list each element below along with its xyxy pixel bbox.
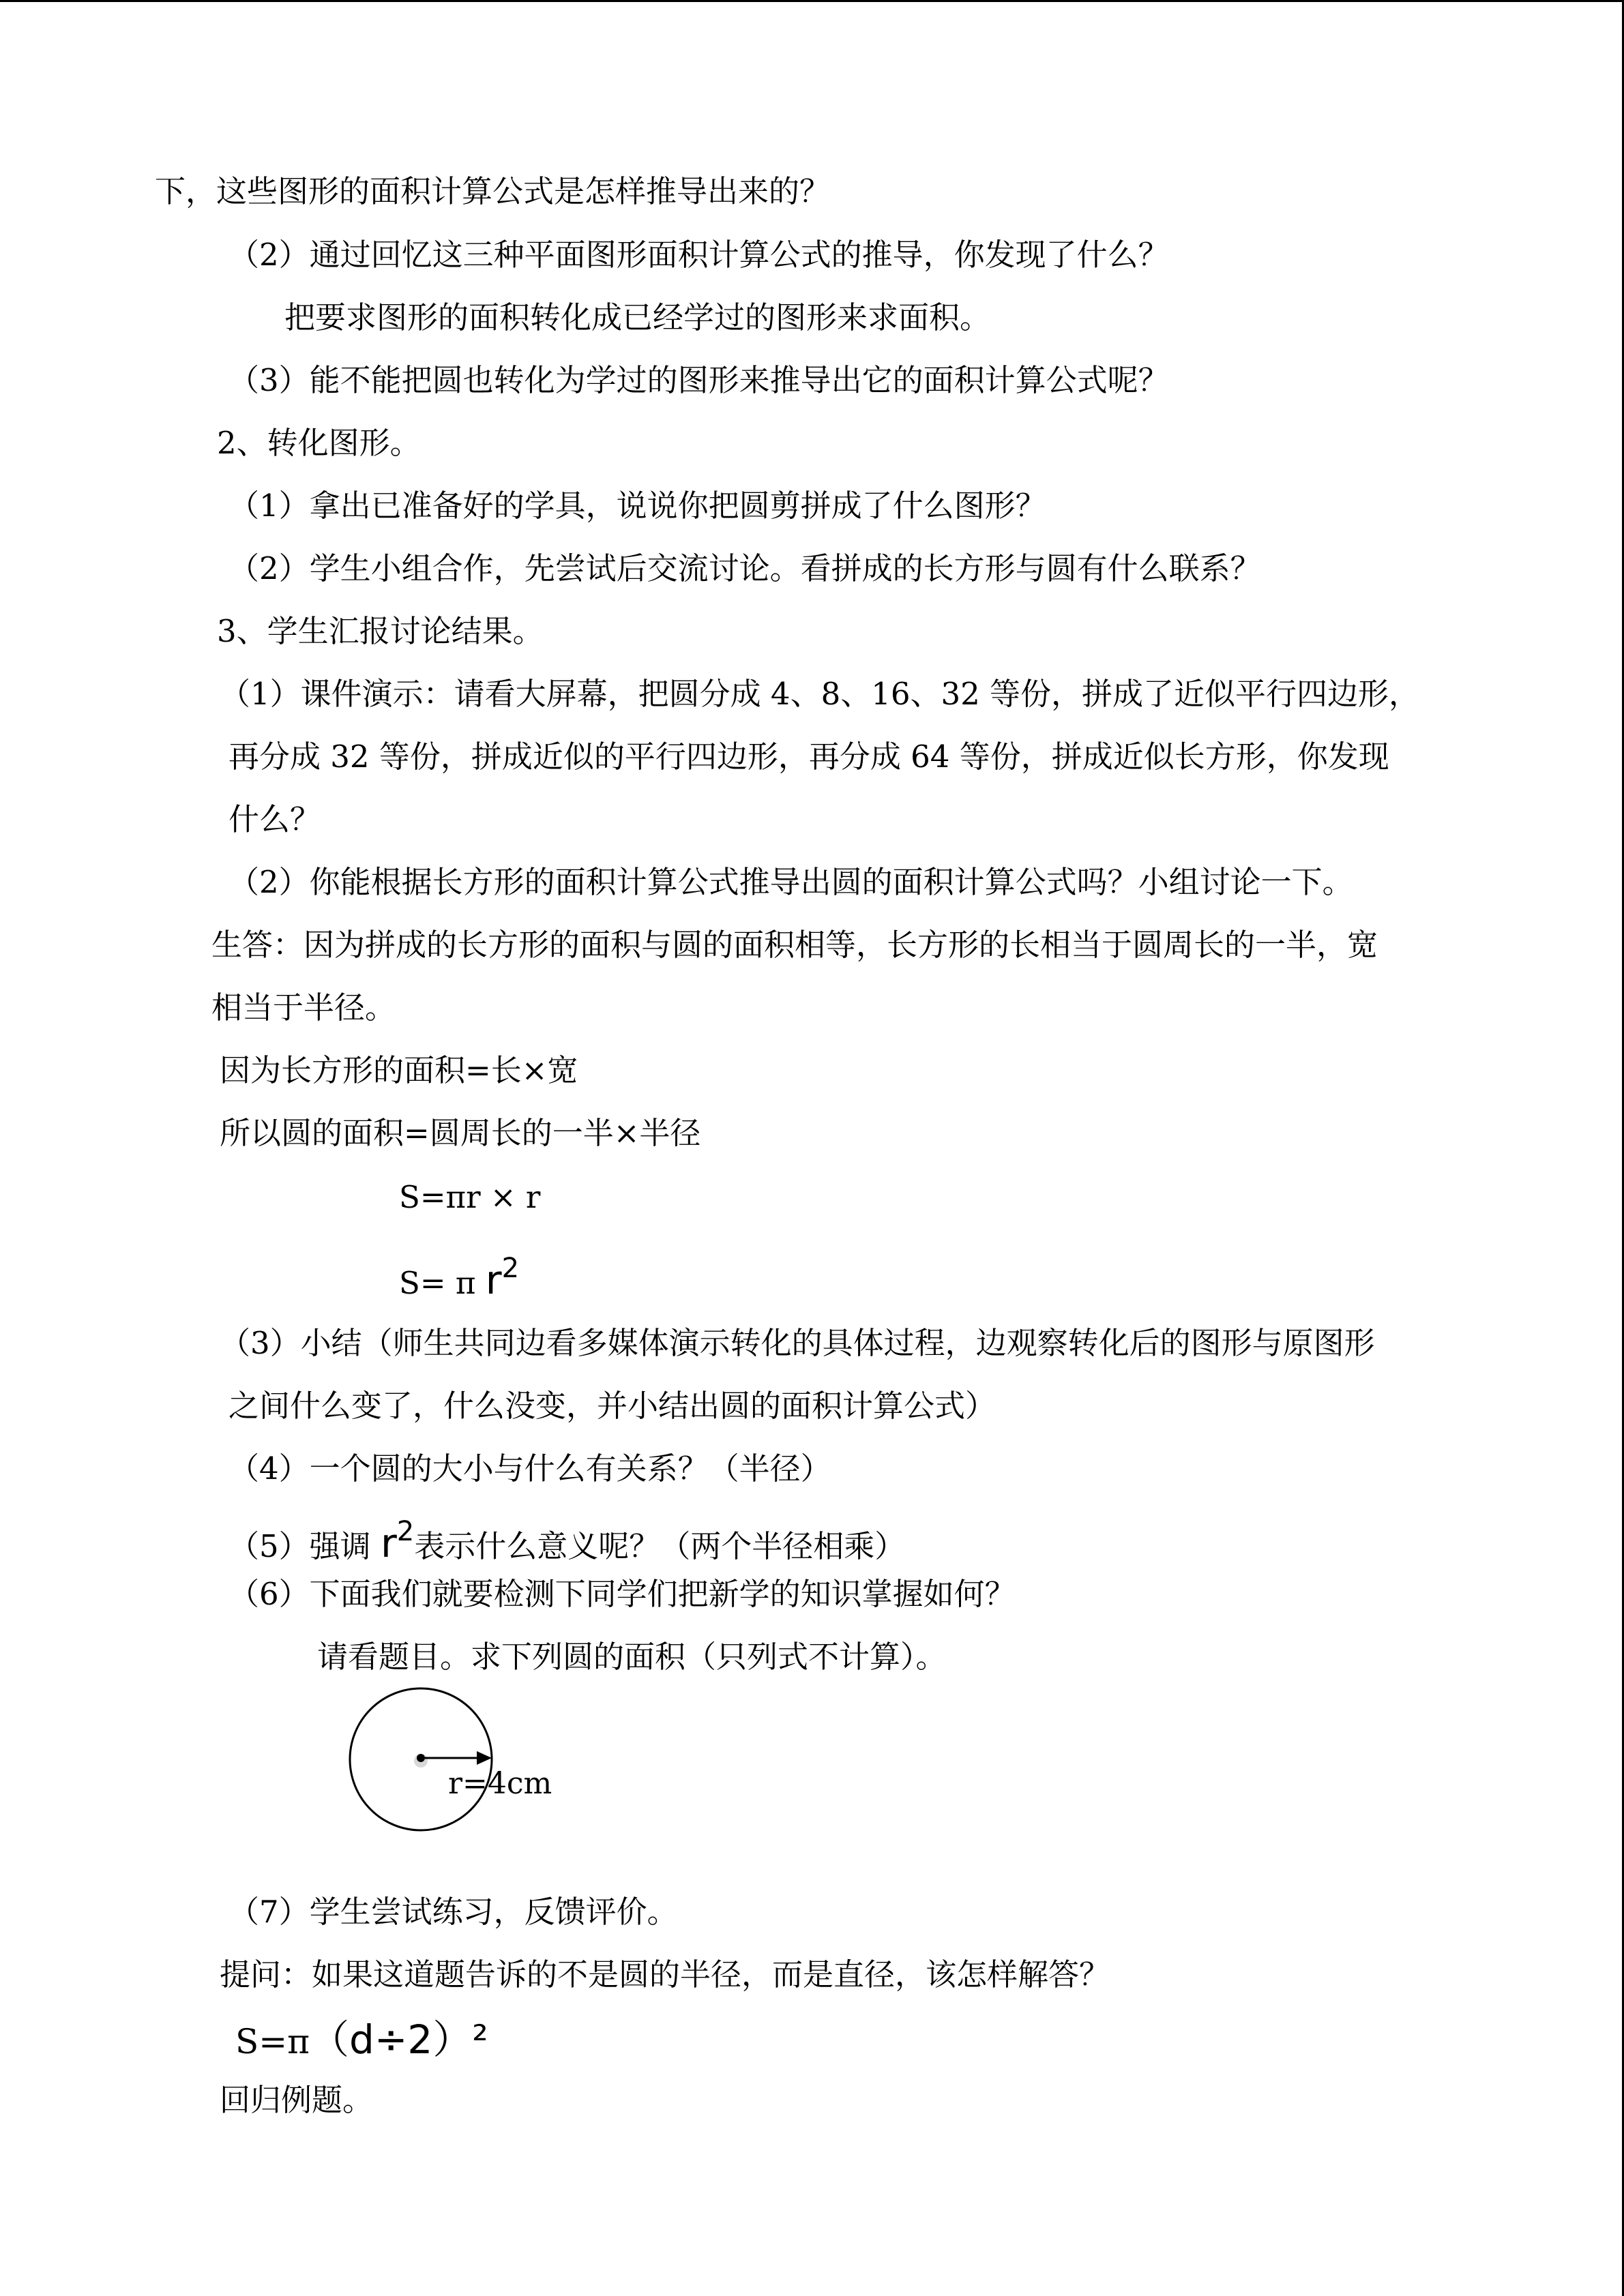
section-heading: 3、学生汇报讨论结果。: [217, 613, 544, 649]
text-line: 什么？: [228, 801, 321, 837]
circle-figure: [344, 1684, 508, 1841]
text-segment: 表示什么意义呢？（两个半径相乘）: [414, 1528, 906, 1564]
formula: [399, 1248, 520, 1303]
text-line: （2）通过回忆这三种平面图形面积计算公式的推导，你发现了什么？: [228, 237, 1169, 273]
text-line: 回归例题。: [220, 2082, 374, 2118]
text-line: 提问：如果这道题告诉的不是圆的半径，而是直径，该怎样解答？: [220, 1956, 1110, 1993]
text-line: [228, 1511, 906, 1566]
text-line: 下，这些图形的面积计算公式是怎样推导出来的？: [155, 173, 831, 209]
formula: [235, 2016, 488, 2063]
text-segment: （5）强调: [228, 1528, 381, 1564]
arrowhead: [477, 1751, 492, 1765]
formula-exponent: 2: [396, 1516, 415, 1547]
text-line: 之间什么变了，什么没变，并小结出圆的面积计算公式）: [228, 1388, 996, 1424]
text-line: 再分成 32 等份，拼成近似的平行四边形，再分成 64 等份，拼成近似长方形，你发现: [228, 739, 1389, 775]
text-line: （6）下面我们就要检测下同学们把新学的知识掌握如何？: [228, 1576, 1016, 1612]
formula: S=πr × r: [399, 1179, 541, 1215]
text-line: （1）课件演示：请看大屏幕，把圆分成 4、8、16、32 等份，拼成了近似平行四边形，: [220, 676, 1420, 712]
formula-text: S= π: [399, 1265, 486, 1301]
text-line: （3）小结（师生共同边看多媒体演示转化的具体过程，边观察转化后的图形与原图形: [220, 1325, 1375, 1361]
text-line: （2）你能根据长方形的面积计算公式推导出圆的面积计算公式吗？小组讨论一下。: [228, 864, 1353, 900]
section-heading: 2、转化图形。: [217, 425, 421, 461]
text-line: （1）拿出已准备好的学具，说说你把圆剪拼成了什么图形？: [228, 488, 1046, 524]
text-line: 因为长方形的面积=长×宽: [220, 1052, 578, 1088]
text-line: 请看题目。求下列圆的面积（只列式不计算）。: [317, 1639, 947, 1675]
text-line: 把要求图形的面积转化成已经学过的图形来求面积。: [284, 299, 991, 336]
top-border: [0, 0, 1624, 2]
text-line: 生答：因为拼成的长方形的面积与圆的面积相等，长方形的长相当于圆周长的一半，宽: [211, 927, 1378, 963]
text-line: 所以圆的面积=圆周长的一半×半径: [220, 1115, 701, 1151]
text-line: 相当于半径。: [211, 989, 396, 1026]
formula-text: （d÷2）²: [310, 2016, 488, 2063]
text-line: （2）学生小组合作，先尝试后交流讨论。看拼成的长方形与圆有什么联系？: [228, 550, 1261, 586]
formula-text: S=π: [235, 2022, 310, 2061]
text-line: （7）学生尝试练习，反馈评价。: [228, 1894, 678, 1930]
formula-exponent: 2: [501, 1253, 520, 1284]
formula-variable: r: [485, 1257, 502, 1303]
radius-label: r=4cm: [448, 1766, 552, 1801]
text-line: （3）能不能把圆也转化为学过的图形来推导出它的面积计算公式呢？: [228, 362, 1169, 398]
center-point: [417, 1754, 425, 1762]
formula-variable: r: [380, 1520, 397, 1566]
text-line: （4）一个圆的大小与什么有关系？（半径）: [228, 1450, 831, 1487]
